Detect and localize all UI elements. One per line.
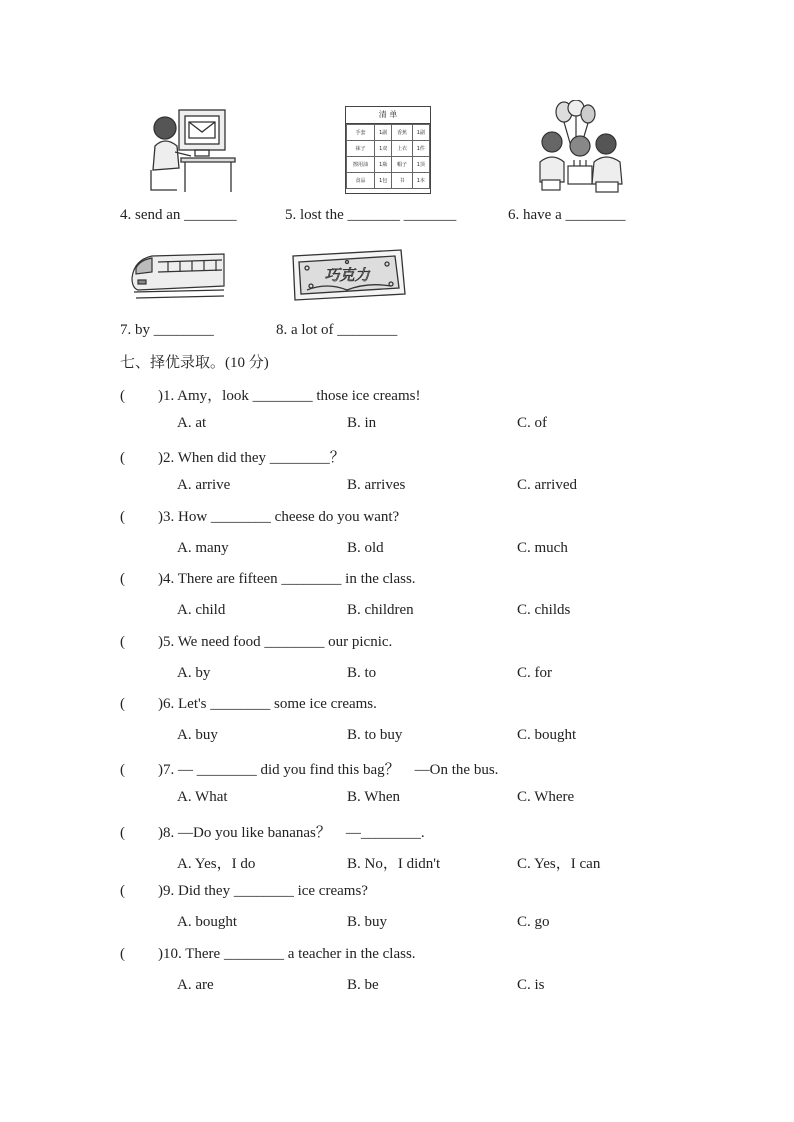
answer-paren[interactable]: ( xyxy=(120,883,125,900)
question-stem xyxy=(120,384,420,405)
answer-paren[interactable]: ( xyxy=(120,633,125,650)
list-cell: 1本 xyxy=(412,173,429,189)
option-b: B. No，I didn't xyxy=(347,855,441,872)
question-stem xyxy=(120,509,399,526)
list-cell: 手套 xyxy=(347,125,375,141)
lost-list-picture xyxy=(345,106,431,194)
list-cell: 帽子 xyxy=(392,157,412,173)
party-picture xyxy=(534,100,630,194)
question-text: )10. There ________ a teacher in the class. xyxy=(158,945,416,962)
list-title: 清 单 xyxy=(346,107,430,124)
option-a: A. arrive xyxy=(177,477,231,494)
option-c: C. of xyxy=(517,415,547,431)
option-c: C. childs xyxy=(517,602,571,619)
question-stem xyxy=(120,696,377,713)
list-cell: 1副 xyxy=(374,125,391,141)
question-text: )7. — ________ did you find this bag？ —On the bus. xyxy=(158,762,499,779)
train-icon xyxy=(128,244,228,304)
list-cell: 书 xyxy=(392,173,412,189)
question-stem xyxy=(120,946,416,963)
question-text: )6. Let's ________ some ice creams. xyxy=(158,696,377,712)
question-text: )5. We need food ________ our picnic. xyxy=(158,633,393,650)
option-c: C. for xyxy=(517,664,552,681)
option-a: A. Yes，I do xyxy=(177,855,256,872)
list-row xyxy=(347,125,430,141)
list-cell: 食品 xyxy=(347,173,375,189)
question-stem xyxy=(120,883,368,900)
computer-user-icon xyxy=(145,106,243,194)
question-stem xyxy=(120,446,345,467)
option-a: A. are xyxy=(177,976,214,993)
option-c: C. much xyxy=(517,539,568,556)
option-c: C. go xyxy=(517,914,550,931)
computer-email-picture xyxy=(145,106,243,194)
option-a: A. buy xyxy=(177,727,218,743)
option-b: B. buy xyxy=(347,914,388,931)
question-text: )9. Did they ________ ice creams? xyxy=(158,883,368,900)
section-title: 七、择优录取。(10 分) xyxy=(120,355,269,371)
question-stem xyxy=(120,571,416,588)
question-stem xyxy=(120,758,498,779)
option-c: C. Where xyxy=(517,789,575,806)
list-cell: 上衣 xyxy=(392,141,412,157)
answer-paren[interactable]: ( xyxy=(120,762,125,779)
caption-8: 8. a lot of ________ xyxy=(276,322,398,338)
option-a: A. child xyxy=(177,602,226,619)
question-text: )1. Amy，look ________ those ice creams! xyxy=(158,388,421,404)
option-a: A. by xyxy=(177,664,211,681)
chocolate-bar-text: 巧克力 xyxy=(324,266,370,284)
list-cell: 1双 xyxy=(374,141,391,157)
answer-paren[interactable]: ( xyxy=(120,945,125,962)
list-cell: 1包 xyxy=(374,173,391,189)
option-c: C. Yes，I can xyxy=(517,855,601,872)
caption-6: 6. have a ________ xyxy=(508,207,626,223)
question-text: )8. —Do you like bananas？ —________. xyxy=(158,824,425,841)
list-cell: 1件 xyxy=(412,141,429,157)
option-c: C. bought xyxy=(517,727,577,743)
answer-paren[interactable]: ( xyxy=(120,508,125,525)
list-cell: 1瓶 xyxy=(374,157,391,173)
list-cell: 1副 xyxy=(412,125,429,141)
option-b: B. children xyxy=(347,602,414,619)
question-text: )4. There are fifteen ________ in the class. xyxy=(158,571,416,588)
caption-7: 7. by ________ xyxy=(120,322,214,338)
option-b: B. to buy xyxy=(347,727,403,743)
option-b: B. old xyxy=(347,539,384,556)
option-b: B. When xyxy=(347,789,401,806)
answer-paren[interactable]: ( xyxy=(120,571,125,588)
list-cell: 1顶 xyxy=(412,157,429,173)
option-a: A. many xyxy=(177,539,229,556)
answer-paren[interactable]: ( xyxy=(120,388,125,404)
option-a: A. What xyxy=(177,789,228,806)
list-cell: 擦用油 xyxy=(347,157,375,173)
chocolate-bar-icon xyxy=(287,246,409,304)
list-row xyxy=(347,157,430,173)
answer-paren[interactable]: ( xyxy=(120,696,125,712)
birthday-party-icon xyxy=(534,100,630,194)
caption-5: 5. lost the _______ _______ xyxy=(285,207,457,223)
answer-paren[interactable]: ( xyxy=(120,450,125,467)
question-text: )3. How ________ cheese do you want? xyxy=(158,508,400,525)
list-cell: 香蕉 xyxy=(392,125,412,141)
option-a: A. bought xyxy=(177,914,237,931)
caption-4: 4. send an _______ xyxy=(120,207,237,223)
chocolate-picture xyxy=(287,246,409,304)
list-cell: 袜子 xyxy=(347,141,375,157)
question-stem xyxy=(120,821,425,842)
option-a: A. at xyxy=(177,415,207,431)
question-text: )2. When did they ________？ xyxy=(158,450,345,467)
answer-paren[interactable]: ( xyxy=(120,824,125,841)
option-b: B. to xyxy=(347,664,377,681)
list-row xyxy=(347,141,430,157)
option-c: C. is xyxy=(517,976,545,993)
train-picture xyxy=(128,244,228,304)
question-stem xyxy=(120,634,392,651)
option-b: B. arrives xyxy=(347,477,406,494)
option-b: B. be xyxy=(347,976,379,993)
list-table xyxy=(346,124,430,189)
list-row xyxy=(347,173,430,189)
option-b: B. in xyxy=(347,415,377,431)
option-c: C. arrived xyxy=(517,477,577,494)
